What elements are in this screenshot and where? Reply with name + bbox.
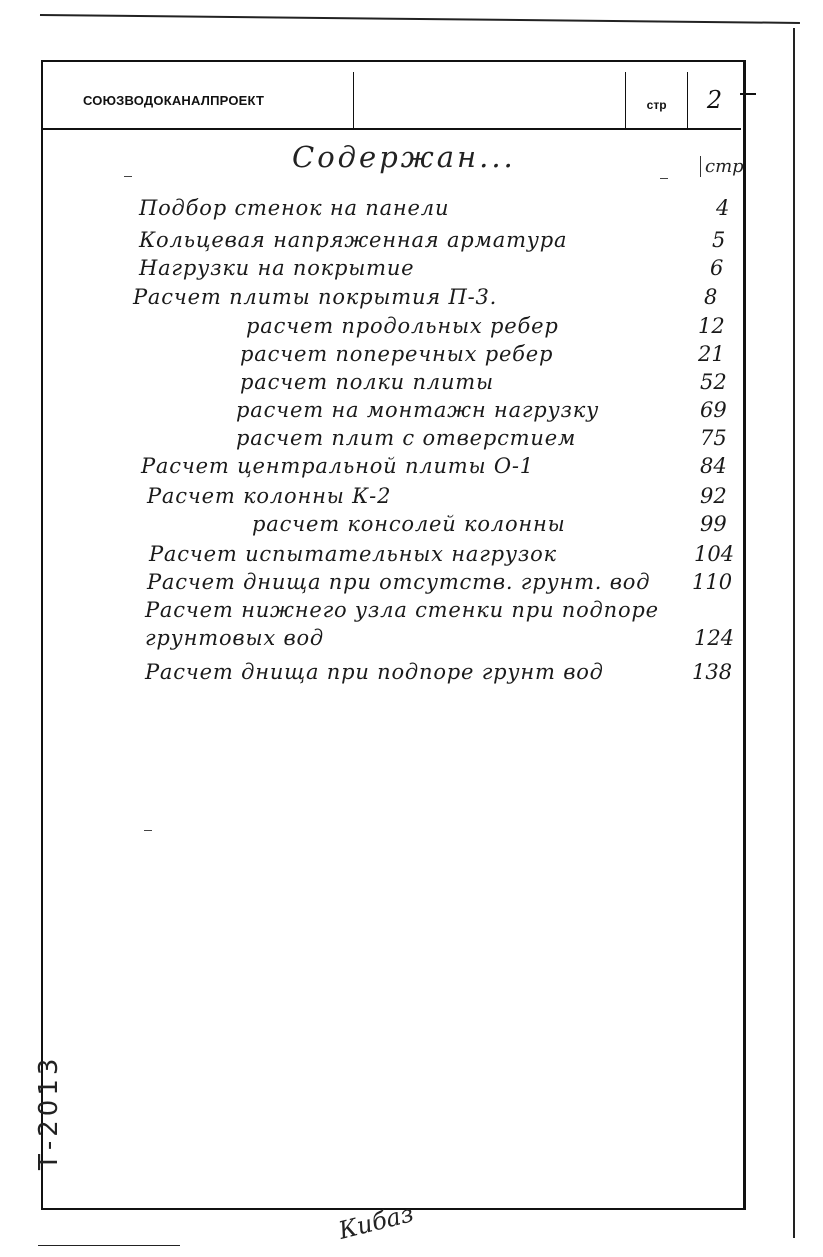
toc-entry — [0, 542, 823, 568]
toc-entry — [0, 228, 823, 254]
toc-entry-page: 21 — [698, 342, 725, 366]
toc-entry — [0, 196, 823, 222]
toc-entry — [0, 314, 823, 340]
toc-entry-text: Расчет днища при отсутств. грунт. вод — [147, 570, 651, 594]
toc-entry-text: Кольцевая напряженная арматура — [139, 228, 568, 252]
toc-entry-page: 92 — [700, 484, 727, 508]
toc-entry-page: 52 — [700, 370, 727, 394]
toc-entry — [0, 454, 823, 480]
toc-entry-page: 4 — [716, 196, 730, 220]
toc-entry-text: Расчет нижнего узла стенки при подпоре — [145, 598, 659, 622]
toc-entry-page: 104 — [694, 542, 735, 566]
margin-mark — [660, 178, 668, 179]
page-column-label: стр — [700, 156, 744, 177]
margin-mark — [144, 830, 152, 831]
toc-entry-page: 124 — [694, 626, 735, 650]
toc-entry-page: 110 — [692, 570, 733, 594]
toc-entry-text: Расчет колонны К-2 — [147, 484, 392, 508]
toc-entry-page: 12 — [698, 314, 725, 338]
toc-entry-text: Нагрузки на покрытие — [139, 256, 415, 280]
toc-entry-text: расчет поперечных ребер — [240, 342, 554, 366]
toc-entry — [0, 285, 823, 311]
scan-edge-top — [40, 14, 800, 24]
page-title: Содержан... — [292, 140, 516, 174]
toc-entry-text: расчет плит с отверстием — [236, 426, 577, 450]
toc-entry-page: 99 — [700, 512, 727, 536]
toc-entry-text: грунтовых вод — [145, 626, 325, 650]
toc-entry-page: 5 — [712, 228, 726, 252]
page-label: стр — [626, 72, 688, 128]
bottom-rule — [38, 1245, 180, 1246]
toc-entry — [0, 370, 823, 396]
toc-entry-text: Расчет плиты покрытия П-3. — [133, 285, 498, 309]
toc-entry-text: Расчет днища при подпоре грунт вод — [145, 660, 604, 684]
toc-entry — [0, 256, 823, 282]
toc-entry-text: расчет консолей колонны — [252, 512, 566, 536]
archive-stamp: Т-2013 — [34, 1054, 64, 1170]
toc-entry-text: расчет полки плиты — [240, 370, 494, 394]
toc-entry — [0, 398, 823, 424]
frame-tick — [740, 93, 756, 95]
margin-mark — [124, 176, 132, 177]
toc-entry-text: Расчет центральной плиты О-1 — [141, 454, 534, 478]
toc-entry-text: расчет на монтажн нагрузку — [236, 398, 600, 422]
toc-entry-page: 84 — [700, 454, 727, 478]
toc-entry — [0, 512, 823, 538]
toc-entry-page: 138 — [692, 660, 733, 684]
title-block — [41, 72, 741, 130]
title-block-blank-cell — [354, 72, 627, 128]
page-number: 2 — [706, 86, 723, 114]
toc-entry — [0, 484, 823, 510]
toc-entry-page: 6 — [710, 256, 724, 280]
toc-entry-text: Подбор стенок на панели — [139, 196, 450, 220]
toc-entry — [0, 598, 823, 624]
toc-entry — [0, 660, 823, 686]
toc-entry-page: 69 — [700, 398, 727, 422]
toc-entry — [0, 626, 823, 652]
toc-entry-text: Расчет испытательных нагрузок — [149, 542, 557, 566]
toc-entry — [0, 342, 823, 368]
toc-entry-page: 75 — [700, 426, 727, 450]
toc-entry-text: расчет продольных ребер — [246, 314, 559, 338]
toc-entry-page: 8 — [704, 285, 718, 309]
signature: Кибаз — [335, 1199, 417, 1245]
toc-entry — [0, 426, 823, 452]
organization-name: СОЮЗВОДОКАНАЛПРОЕКТ — [41, 72, 354, 128]
toc-entry — [0, 570, 823, 596]
